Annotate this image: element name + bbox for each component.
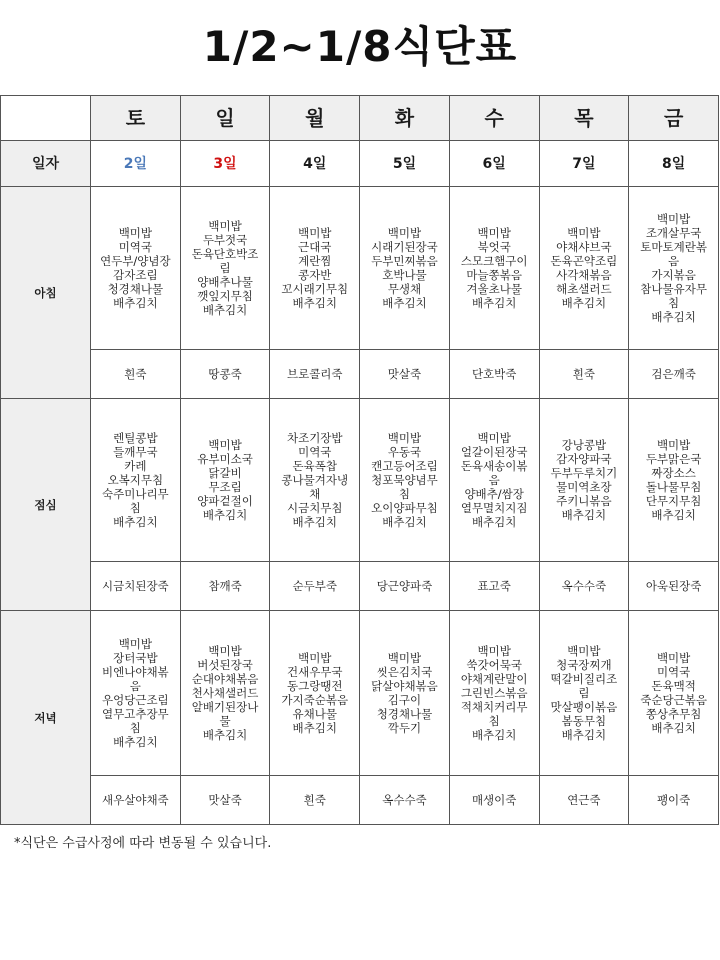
menu-item: 적채치커리무	[460, 700, 528, 714]
menu-item: 음	[668, 254, 680, 268]
menu-item: 무조림	[208, 480, 242, 494]
menu-item: 백미밥	[477, 226, 511, 240]
menu-item: 마늘쫑볶음	[466, 268, 522, 282]
menu-item: 청포묵양념무	[371, 473, 438, 487]
menu-item: 캔고등어조림	[371, 459, 438, 473]
menu-item: 미역국	[118, 240, 153, 254]
menu-item: 동그랑땡전	[286, 679, 343, 693]
menu-item: 배추김치	[471, 296, 517, 310]
menu-item: 침	[668, 296, 680, 310]
menu-item: 시금치무침	[286, 501, 343, 515]
menu-item: 순대야채볶음	[191, 672, 259, 686]
menu-item: 천사채샐러드	[191, 686, 259, 700]
menu-item: 돈육맥적	[651, 679, 696, 693]
meal-label: 저녁	[1, 611, 91, 825]
menu-item: 얼갈이된장국	[460, 445, 528, 459]
menu-item: 배추김치	[561, 508, 607, 522]
menu-cell	[449, 611, 539, 776]
menu-item: 돈육곤약조림	[550, 254, 618, 268]
menu-item: 배추김치	[292, 515, 337, 529]
menu-item: 배추김치	[202, 303, 248, 317]
menu-item: 백미밥	[208, 438, 242, 452]
porridge-cell: 당근양파죽	[360, 562, 450, 611]
menu-item: 떡갈비질리조	[550, 672, 618, 686]
menu-item: 콩나물겨자냉	[281, 473, 349, 487]
menu-item: 배추김치	[292, 296, 337, 310]
menu-item: 근대국	[298, 240, 332, 254]
menu-item: 침	[129, 721, 141, 735]
menu-item: 배추김치	[651, 721, 696, 735]
porridge-cell: 브로콜리죽	[270, 350, 360, 399]
menu-item: 양배추/쌈장	[464, 487, 524, 501]
meal-row-main	[1, 187, 719, 350]
menu-item: 백미밥	[567, 644, 601, 658]
menu-item: 사각채볶음	[556, 268, 612, 282]
menu-item: 장터국밥	[113, 651, 158, 665]
menu-item: 배추김치	[651, 508, 696, 522]
menu-item: 시래기된장국	[371, 240, 438, 254]
menu-cell	[539, 399, 629, 562]
menu-item: 참나물유자무	[640, 282, 707, 296]
porridge-cell: 옥수수죽	[539, 562, 629, 611]
menu-item: 배추김치	[202, 728, 248, 742]
meal-row-main	[1, 399, 719, 562]
menu-item: 백미밥	[118, 637, 153, 651]
weekday-header: 일	[180, 96, 270, 141]
porridge-cell: 매생이죽	[449, 776, 539, 825]
menu-item: 두부민찌볶음	[371, 254, 438, 268]
menu-item: 배추김치	[113, 296, 158, 310]
menu-item: 야채샤브국	[556, 240, 612, 254]
menu-table	[0, 95, 719, 825]
menu-cell	[270, 187, 360, 350]
meal-row-porridge	[1, 562, 719, 611]
menu-item: 호박나물	[382, 268, 427, 282]
menu-item: 깻잎지무침	[197, 289, 253, 303]
menu-item: 카레	[124, 459, 147, 473]
menu-item: 배추김치	[382, 515, 427, 529]
menu-item: 배추김치	[202, 508, 248, 522]
menu-cell	[629, 399, 719, 562]
menu-item: 돈육폭찹	[292, 459, 337, 473]
menu-item: 배추김치	[471, 515, 517, 529]
weekday-header: 금	[629, 96, 719, 141]
menu-cell	[360, 399, 450, 562]
menu-item: 물미역초장	[556, 480, 612, 494]
meal-label: 점심	[1, 399, 91, 611]
menu-item: 청경채나물	[376, 707, 433, 721]
menu-item: 침	[129, 501, 141, 515]
menu-item: 백미밥	[656, 651, 691, 665]
porridge-cell: 시금치된장죽	[91, 562, 181, 611]
menu-item: 미역국	[656, 665, 691, 679]
menu-item: 죽순당근볶음	[640, 693, 707, 707]
menu-cell	[91, 399, 181, 562]
menu-item: 비엔나야채볶	[102, 665, 169, 679]
menu-item: 백미밥	[298, 226, 332, 240]
menu-item: 차조기장밥	[286, 431, 343, 445]
weekday-header: 수	[449, 96, 539, 141]
meal-row-porridge	[1, 776, 719, 825]
menu-cell	[449, 187, 539, 350]
porridge-cell: 팽이죽	[629, 776, 719, 825]
porridge-cell: 흰죽	[539, 350, 629, 399]
menu-cell	[180, 187, 270, 350]
date-cell: 5일	[360, 141, 450, 187]
menu-item: 열무고추장무	[102, 707, 169, 721]
menu-item: 미역국	[298, 445, 332, 459]
menu-item: 맛살팽이볶음	[550, 700, 618, 714]
menu-item: 꼬시래기무침	[281, 282, 349, 296]
menu-item: 유채나물	[292, 707, 337, 721]
menu-item: 배추김치	[471, 728, 517, 742]
menu-item: 들깨무국	[113, 445, 158, 459]
meal-row-porridge	[1, 350, 719, 399]
menu-item: 돈육새송이볶	[460, 459, 528, 473]
menu-item: 백미밥	[567, 226, 601, 240]
menu-item: 두부맑은국	[645, 452, 702, 466]
menu-item: 가지볶음	[651, 268, 696, 282]
menu-item: 건새우무국	[286, 665, 343, 679]
weekday-header-row	[1, 96, 719, 141]
date-row-label: 일자	[1, 141, 91, 187]
menu-cell	[539, 611, 629, 776]
menu-item: 김구이	[387, 693, 422, 707]
menu-item: 가지죽순볶음	[281, 693, 349, 707]
menu-item: 음	[488, 473, 500, 487]
menu-item: 알배기된장나	[191, 700, 259, 714]
porridge-cell: 맛살죽	[360, 350, 450, 399]
menu-item: 돈육단호박조	[191, 247, 259, 261]
menu-cell	[449, 399, 539, 562]
porridge-cell: 참깨죽	[180, 562, 270, 611]
porridge-cell: 단호박죽	[449, 350, 539, 399]
porridge-cell: 맛살죽	[180, 776, 270, 825]
menu-item: 그린빈스볶음	[460, 686, 528, 700]
menu-item: 무생채	[387, 282, 422, 296]
menu-item: 감자조림	[113, 268, 158, 282]
porridge-cell: 순두부죽	[270, 562, 360, 611]
weekday-header: 목	[539, 96, 629, 141]
menu-item: 양파겉절이	[197, 494, 253, 508]
menu-item: 백미밥	[477, 431, 511, 445]
menu-item: 백미밥	[387, 431, 422, 445]
porridge-cell: 연근죽	[539, 776, 629, 825]
menu-item: 북엇국	[477, 240, 511, 254]
menu-item: 겨울초나물	[466, 282, 522, 296]
menu-item: 배추김치	[292, 721, 337, 735]
menu-cell	[91, 611, 181, 776]
page-title: 1/2~1/8식단표	[202, 22, 518, 71]
menu-cell	[91, 187, 181, 350]
menu-item: 닭살야채볶음	[371, 679, 438, 693]
date-cell: 6일	[449, 141, 539, 187]
corner-cell	[1, 96, 91, 141]
menu-item: 두부두루치기	[550, 466, 618, 480]
menu-item: 렌틸콩밥	[113, 431, 158, 445]
menu-item: 우동국	[387, 445, 422, 459]
menu-item: 계란찜	[298, 254, 332, 268]
menu-item: 백미밥	[387, 651, 422, 665]
date-cell: 4일	[270, 141, 360, 187]
footnote: *식단은 수급사정에 따라 변동될 수 있습니다.	[14, 836, 272, 851]
menu-cell	[629, 611, 719, 776]
menu-item: 배추김치	[561, 296, 607, 310]
menu-item: 쑥갓어묵국	[466, 658, 522, 672]
menu-item: 백미밥	[208, 219, 242, 233]
menu-item: 백미밥	[118, 226, 153, 240]
weekday-header: 화	[360, 96, 450, 141]
meal-label: 아침	[1, 187, 91, 399]
menu-item: 우엉당근조림	[102, 693, 169, 707]
weekday-header: 토	[91, 96, 181, 141]
menu-item: 봄동무침	[561, 714, 607, 728]
menu-item: 청경채나물	[107, 282, 164, 296]
menu-item: 닭갈비	[208, 466, 242, 480]
menu-cell	[180, 611, 270, 776]
menu-item: 조개살무국	[645, 226, 702, 240]
porridge-cell: 땅콩죽	[180, 350, 270, 399]
menu-item: 오이양파무침	[371, 501, 438, 515]
porridge-cell: 표고죽	[449, 562, 539, 611]
menu-item: 야채계란말이	[460, 672, 528, 686]
menu-item: 림	[578, 686, 590, 700]
menu-item: 두부젓국	[202, 233, 248, 247]
menu-item: 배추김치	[382, 296, 427, 310]
meal-row-main	[1, 611, 719, 776]
menu-cell	[360, 187, 450, 350]
date-cell-sunday: 3일	[180, 141, 270, 187]
menu-item: 물	[219, 714, 231, 728]
menu-item: 유부미소국	[197, 452, 253, 466]
menu-item: 청국장찌개	[556, 658, 612, 672]
porridge-cell: 흰죽	[270, 776, 360, 825]
menu-item: 돌나물무침	[645, 480, 702, 494]
menu-cell	[539, 187, 629, 350]
porridge-cell: 새우살야채죽	[91, 776, 181, 825]
menu-item: 백미밥	[208, 644, 242, 658]
menu-item: 백미밥	[656, 438, 691, 452]
menu-cell	[270, 399, 360, 562]
date-cell: 8일	[629, 141, 719, 187]
menu-item: 해초샐러드	[556, 282, 612, 296]
menu-item: 콩자반	[298, 268, 332, 282]
porridge-cell: 검은깨죽	[629, 350, 719, 399]
menu-item: 스모크햄구이	[460, 254, 528, 268]
porridge-cell: 옥수수죽	[360, 776, 450, 825]
menu-cell	[629, 187, 719, 350]
menu-item: 배추김치	[113, 735, 158, 749]
weekday-header: 월	[270, 96, 360, 141]
porridge-cell: 아욱된장죽	[629, 562, 719, 611]
menu-item: 양배추나물	[197, 275, 253, 289]
menu-item: 채	[309, 487, 321, 501]
menu-item: 버섯된장국	[197, 658, 253, 672]
menu-item: 짜장소스	[651, 466, 696, 480]
menu-item: 배추김치	[561, 728, 607, 742]
menu-item: 연두부/양념장	[100, 254, 171, 268]
menu-item: 오복지무침	[107, 473, 164, 487]
menu-item: 쫑상추무침	[645, 707, 702, 721]
menu-item: 백미밥	[656, 212, 691, 226]
menu-item: 림	[219, 261, 231, 275]
menu-item: 음	[129, 679, 141, 693]
menu-item: 씻은김치국	[376, 665, 433, 679]
menu-item: 침	[398, 487, 411, 501]
date-cell: 7일	[539, 141, 629, 187]
menu-item: 주키니볶음	[556, 494, 612, 508]
menu-item: 배추김치	[113, 515, 158, 529]
menu-item: 백미밥	[477, 644, 511, 658]
menu-cell	[270, 611, 360, 776]
menu-item: 백미밥	[298, 651, 332, 665]
menu-cell	[360, 611, 450, 776]
porridge-cell: 흰죽	[91, 350, 181, 399]
menu-cell	[180, 399, 270, 562]
menu-item: 단무지무침	[645, 494, 702, 508]
menu-item: 감자양파국	[556, 452, 612, 466]
menu-item: 강낭콩밥	[561, 438, 607, 452]
menu-item: 배추김치	[651, 310, 696, 324]
menu-item: 토마토계란볶	[640, 240, 707, 254]
menu-item: 열무멸치지짐	[460, 501, 528, 515]
date-row	[1, 141, 719, 187]
menu-item: 백미밥	[387, 226, 422, 240]
date-cell-saturday: 2일	[91, 141, 181, 187]
menu-item: 침	[488, 714, 500, 728]
menu-item: 숙주미나리무	[102, 487, 169, 501]
menu-item: 깍두기	[387, 721, 422, 735]
